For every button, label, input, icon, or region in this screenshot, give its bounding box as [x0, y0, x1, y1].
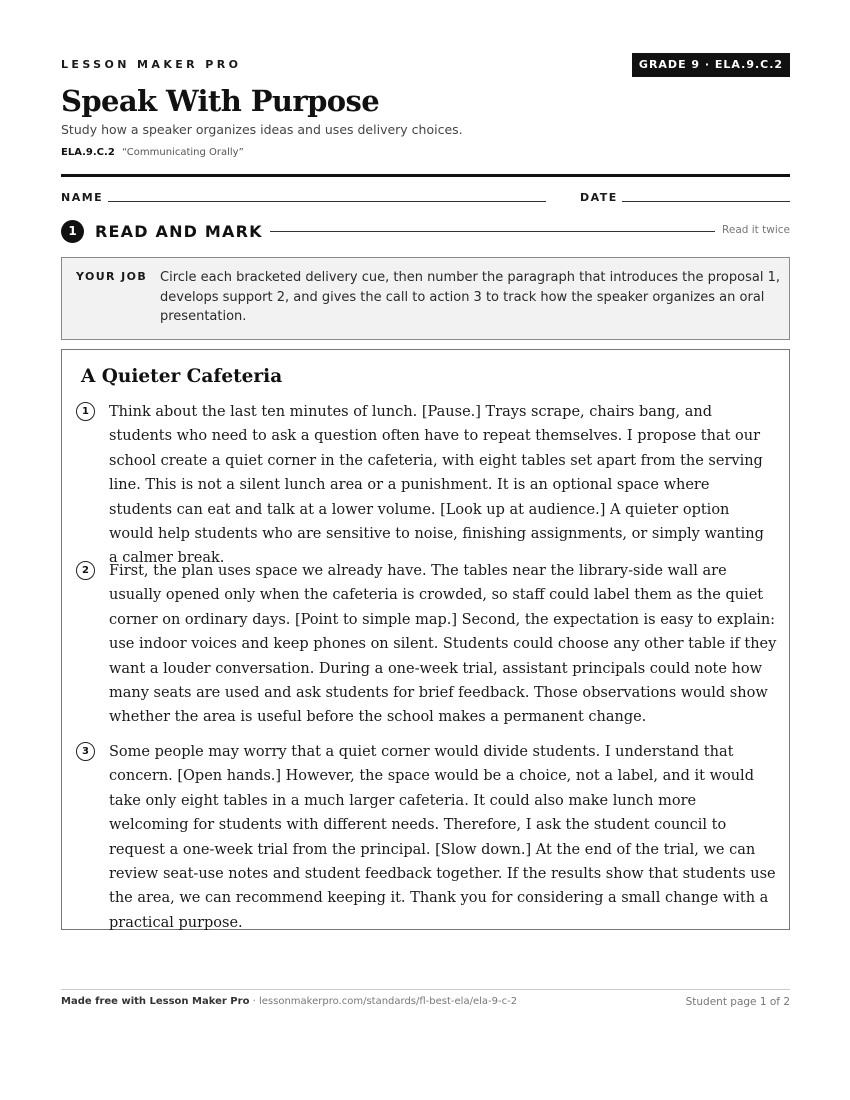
your-job-box — [61, 257, 790, 340]
paragraph-number-2: 2 — [76, 561, 95, 580]
page-subtitle: Study how a speaker organizes ideas and uses delivery choices. — [61, 122, 463, 137]
section-note: Read it twice — [722, 224, 790, 236]
grade-badge: GRADE 9 · ELA.9.C.2 — [632, 53, 790, 77]
section-title: READ AND MARK — [95, 222, 263, 241]
standard-name: “Communicating Orally” — [121, 147, 244, 158]
brand-name: LESSON MAKER PRO — [61, 58, 242, 71]
name-field-line[interactable] — [108, 201, 546, 202]
section-divider — [270, 231, 715, 232]
paragraph-number-1: 1 — [76, 402, 95, 421]
standard-reference — [61, 147, 244, 158]
name-label: NAME — [61, 191, 104, 204]
footer-credit — [61, 996, 517, 1007]
footer-divider — [61, 989, 790, 990]
paragraph-number-3: 3 — [76, 742, 95, 761]
passage-box — [61, 349, 790, 930]
standard-code: ELA.9.C.2 — [61, 147, 115, 158]
section-number-badge: 1 — [61, 220, 84, 243]
your-job-label: YOUR JOB — [76, 270, 148, 283]
passage-paragraph-2: First, the plan uses space we already have. The tables near the library-side wall are usually opened only when the cafeteria is crowded, so staff could label them as the quiet corner on ordinary days. [Point to simple map.] Second, the expectation is easy to explain: use indoor voices and keep phones on silent. Students could choose any other table if they want a louder conversation. During a one-week trial, assistant principals could note how many seats are used and ask students for brief feedback. Those observations would show whether the area is useful before the school makes a permanent change. — [109, 563, 777, 726]
your-job-instructions: Circle each bracketed delivery cue, then number the paragraph that introduces the proposal 1, develops support 2, and gives the call to action 3 to track how the speaker organizes an oral presentation. — [160, 270, 780, 324]
date-label: DATE — [580, 191, 618, 204]
header-divider — [61, 174, 790, 177]
passage-paragraph-3: Some people may worry that a quiet corner would divide students. I understand that concern. [Open hands.] However, the space would be a choice, not a label, and it would take only eight tables in a much larger cafeteria. It could also make lunch more welcoming for students with different needs. Therefore, I ask the student council to request a one-week trial from the principal. [Slow down.] At the end of the trial, we can review seat-use notes and student feedback together. If the results show that students use the area, we can recommend keeping it. Thank you for considering a small change with a practical purpose. — [109, 744, 776, 931]
passage-title: A Quieter Cafeteria — [81, 366, 283, 387]
footer-separator: · — [249, 996, 259, 1007]
footer-url-link[interactable]: lessonmakerpro.com/standards/fl-best-ela/ela-9-c-2 — [258, 996, 518, 1007]
page-title: Speak With Purpose — [61, 84, 380, 118]
passage-paragraph-1: Think about the last ten minutes of lunch. [Pause.] Trays scrape, chairs bang, and students who need to ask a question often have to repeat themselves. I propose that our school create a quiet corner in the cafeteria, with eight tables set apart from the serving line. This is not a silent lunch area or a punishment. It is an optional space where students can eat and talk at a lower volume. [Look up at audience.] A quieter option would help students who are sensitive to noise, finishing assignments, or simply wanting a calmer break. — [109, 404, 764, 567]
date-field-line[interactable] — [622, 201, 790, 202]
footer-page-number: Student page 1 of 2 — [685, 996, 790, 1008]
footer-made-with: Made free with Lesson Maker Pro — [61, 996, 250, 1007]
